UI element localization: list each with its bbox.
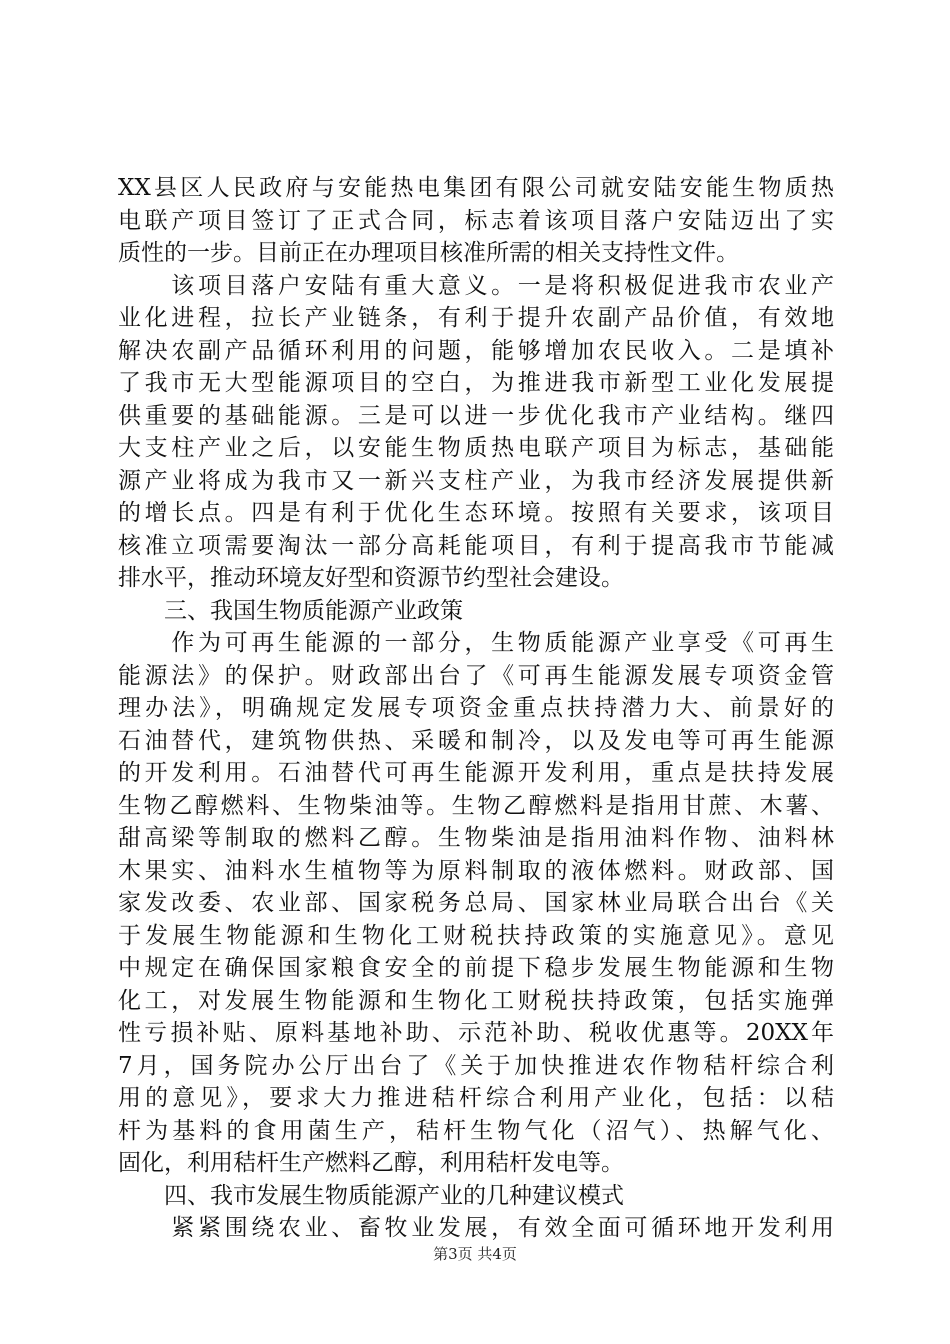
text-line: 供重要的基础能源。三是可以进一步优化我市产业结构。继四 [118, 402, 834, 429]
text-line: 生物乙醇燃料、生物柴油等。生物乙醇燃料是指用甘蔗、木薯、 [118, 792, 834, 819]
text-line: 能源法》的保护。财政部出台了《可再生能源发展专项资金管 [118, 662, 834, 689]
text-line: 中规定在确保国家粮食安全的前提下稳步发展生物能源和生物 [118, 955, 834, 981]
text-line: 该项目落户安陆有重大意义。一是将积极促进我市农业产 [118, 272, 834, 299]
text-line: 于发展生物能源和生物化工财税扶持政策的实施意见》。意见 [118, 922, 834, 949]
text-line: 的增长点。四是有利于优化生态环境。按照有关要求，该项目 [118, 500, 834, 526]
text-line: 解决农副产品循环利用的问题，能够增加农民收入。二是填补 [118, 337, 834, 364]
text-line: 紧紧围绕农业、畜牧业发展，有效全面可循环地开发利用 [118, 1215, 834, 1241]
text-line: 的开发利用。石油替代可再生能源开发利用，重点是扶持发展 [118, 760, 834, 786]
text-line: 理办法》，明确规定发展专项资金重点扶持潜力大、前景好的 [118, 695, 834, 721]
page-footer: 第3页 共4页 [433, 1245, 517, 1263]
text-line: 源产业将成为我市又一新兴支柱产业，为我市经济发展提供新 [118, 467, 834, 494]
text-line: 甜高梁等制取的燃料乙醇。生物柴油是指用油料作物、油料林 [118, 825, 834, 851]
text-line: 四、我市发展生物质能源产业的几种建议模式 [118, 1182, 624, 1209]
text-line: 石油替代，建筑物供热、采暖和制冷，以及发电等可再生能源 [118, 727, 834, 754]
text-line: 大支柱产业之后，以安能生物质热电联产项目为标志，基础能 [118, 435, 834, 461]
text-line: 三、我国生物质能源产业政策 [118, 597, 463, 624]
text-line: 7月，国务院办公厅出台了《关于加快推进农作物秸杆综合利 [118, 1052, 834, 1079]
text-line: 杆为基料的食用菌生产，秸杆生物气化（沼气）、热解气化、 [118, 1117, 834, 1144]
body-text [118, 172, 834, 1245]
text-line: XX县区人民政府与安能热电集团有限公司就安陆安能生物质热 [118, 175, 834, 201]
text-line: 作为可再生能源的一部分，生物质能源产业享受《可再生 [118, 630, 834, 656]
text-line: 用的意见》，要求大力推进秸杆综合利用产业化，包括：以秸 [118, 1085, 834, 1111]
text-line: 质性的一步。目前正在办理项目核准所需的相关支持性文件。 [118, 240, 739, 266]
text-line: 核准立项需要淘汰一部分高耗能项目，有利于提高我市节能减 [118, 532, 834, 559]
text-line: 性亏损补贴、原料基地补助、示范补助、税收优惠等。20XX年 [118, 1020, 834, 1046]
text-line: 固化，利用秸杆生产燃料乙醇，利用秸杆发电等。 [118, 1150, 624, 1176]
text-line: 家发改委、农业部、国家税务总局、国家林业局联合出台《关 [118, 890, 834, 916]
text-line: 排水平，推动环境友好型和资源节约型社会建设。 [118, 565, 624, 591]
text-line: 化工，对发展生物能源和生物化工财税扶持政策，包括实施弹 [118, 987, 834, 1014]
text-line: 电联产项目签订了正式合同，标志着该项目落户安陆迈出了实 [118, 207, 834, 234]
text-line: 业化进程，拉长产业链条，有利于提升农副产品价值，有效地 [118, 305, 834, 331]
text-line: 木果实、油料水生植物等为原料制取的液体燃料。财政部、国 [118, 857, 834, 884]
text-line: 了我市无大型能源项目的空白，为推进我市新型工业化发展提 [118, 370, 834, 396]
